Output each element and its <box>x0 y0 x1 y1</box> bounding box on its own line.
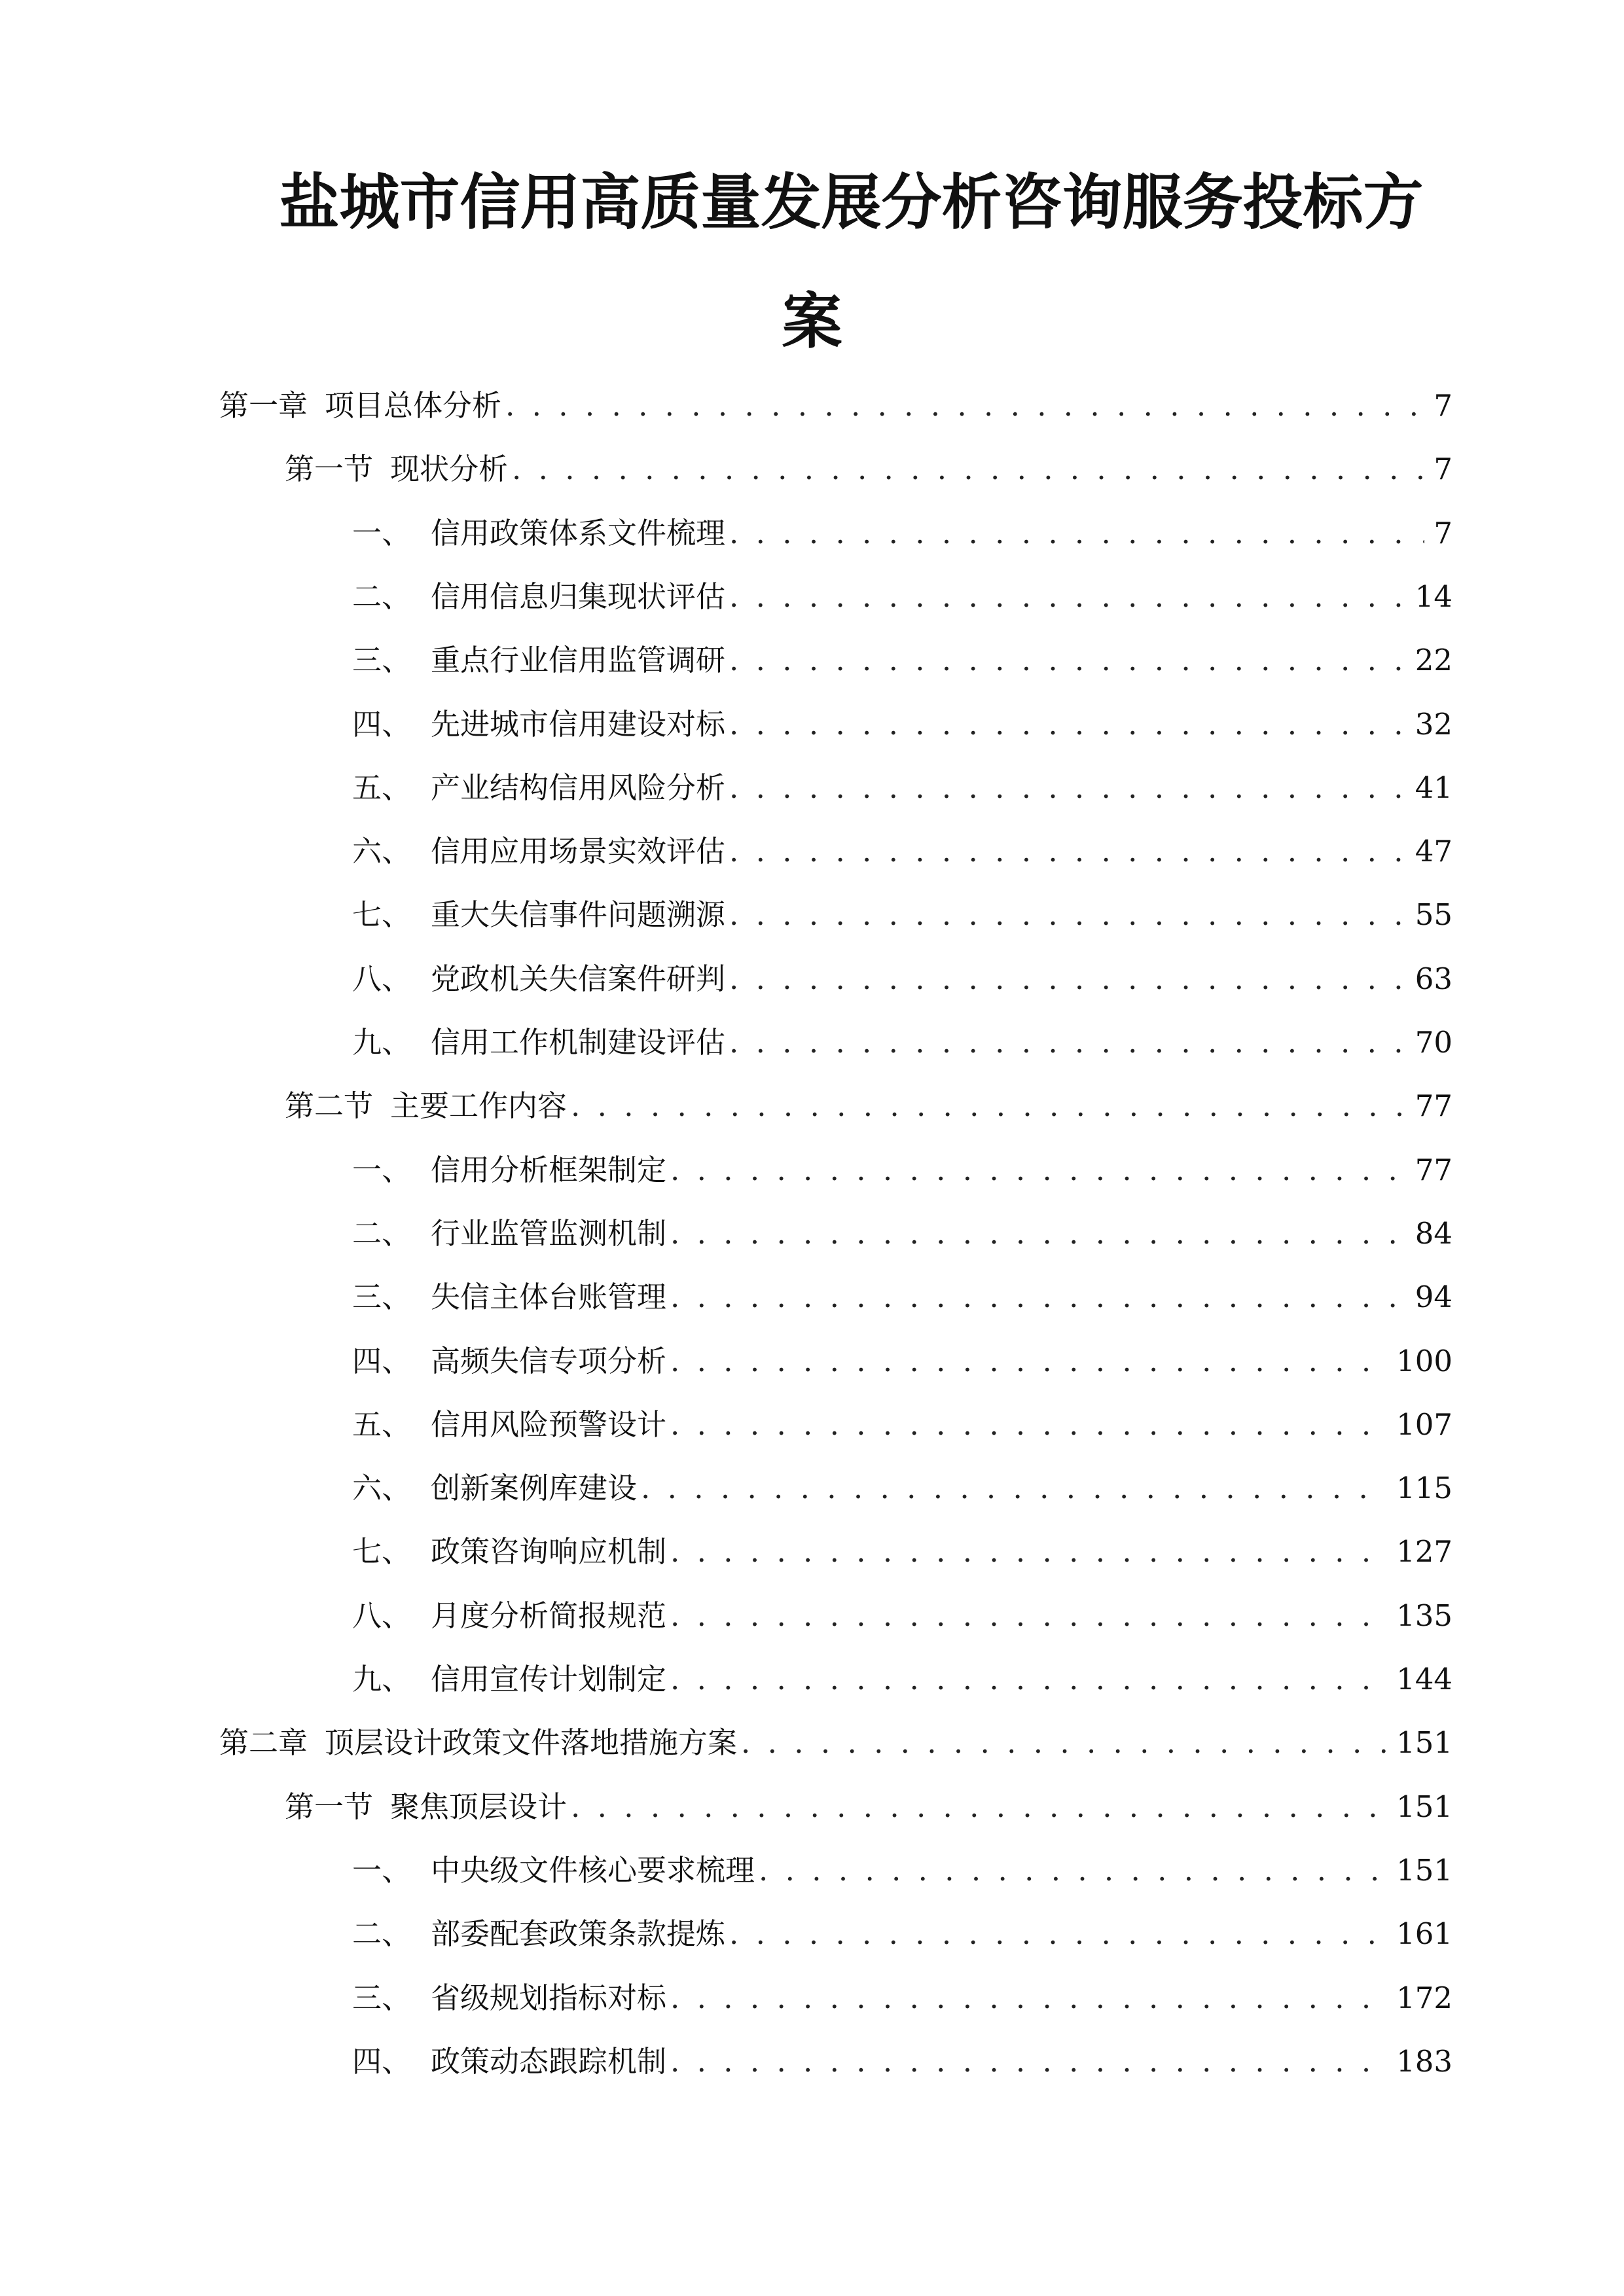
toc-entry[interactable] <box>219 380 1453 432</box>
toc-entry-page-number: 151 <box>1396 1789 1453 1824</box>
toc-entry-label: 项目总体分析 <box>325 388 502 423</box>
toc-entry-label: 信用政策体系文件梳理 <box>431 516 726 550</box>
toc-entry-number: 七、 <box>352 897 412 932</box>
toc-entry[interactable] <box>352 698 1453 751</box>
document-title-continued: 案 <box>782 287 842 357</box>
toc-entry-label: 失信主体台账管理 <box>431 1280 667 1314</box>
toc-dot-leader <box>729 825 1406 878</box>
toc-dot-leader <box>670 1590 1387 1642</box>
toc-entry-number: 三、 <box>352 1981 412 2015</box>
toc-entry[interactable] <box>352 1462 1453 1515</box>
toc-dot-leader <box>729 953 1406 1005</box>
toc-entry-label: 顶层设计政策文件落地措施方案 <box>325 1725 738 1760</box>
toc-entry-page-number: 77 <box>1415 1153 1453 1187</box>
toc-entry[interactable] <box>352 1590 1453 1642</box>
toc-entry-page-number: 151 <box>1396 1725 1453 1760</box>
toc-dot-leader <box>505 380 1424 432</box>
toc-entry[interactable] <box>352 953 1453 1005</box>
toc-entry-number: 二、 <box>352 1216 412 1251</box>
toc-dot-leader <box>729 889 1406 941</box>
toc-entry[interactable] <box>352 1908 1453 1960</box>
toc-entry-number: 二、 <box>352 579 412 614</box>
toc-entry-label: 月度分析简报规范 <box>431 1598 667 1633</box>
toc-dot-leader <box>729 762 1406 814</box>
toc-entry-number: 一、 <box>352 1853 412 1888</box>
toc-entry-number: 五、 <box>352 1407 412 1442</box>
toc-entry-label: 信用应用场景实效评估 <box>431 834 726 869</box>
toc-entry-label: 信用宣传计划制定 <box>431 1662 667 1696</box>
toc-dot-leader <box>759 1844 1387 1897</box>
toc-entry-page-number: 77 <box>1415 1088 1453 1123</box>
toc-entry-page-number: 47 <box>1415 834 1453 869</box>
toc-entry[interactable] <box>285 1781 1453 1833</box>
toc-entry-page-number: 7 <box>1434 388 1453 423</box>
toc-entry[interactable] <box>352 825 1453 878</box>
toc-entry-label: 重大失信事件问题溯源 <box>431 897 726 932</box>
toc-entry-page-number: 151 <box>1396 1853 1453 1888</box>
toc-entry[interactable] <box>352 1844 1453 1897</box>
toc-entry[interactable] <box>352 1271 1453 1323</box>
toc-entry-number: 四、 <box>352 2044 412 2079</box>
toc-entry[interactable] <box>352 507 1453 560</box>
toc-dot-leader <box>670 1526 1387 1578</box>
toc-entry-page-number: 84 <box>1415 1216 1453 1251</box>
toc-entry-page-number: 183 <box>1396 2044 1453 2079</box>
toc-entry-page-number: 100 <box>1396 1344 1453 1378</box>
toc-dot-leader <box>729 698 1406 751</box>
toc-dot-leader <box>670 1144 1406 1196</box>
toc-entry-page-number: 22 <box>1415 643 1453 677</box>
toc-entry-number: 九、 <box>352 1662 412 1696</box>
toc-entry-page-number: 144 <box>1396 1662 1453 1696</box>
toc-dot-leader <box>670 1335 1387 1388</box>
toc-entry[interactable] <box>352 2036 1453 2088</box>
toc-entry-number: 九、 <box>352 1025 412 1060</box>
toc-entry-label: 部委配套政策条款提炼 <box>431 1916 726 1951</box>
toc-entry-label: 省级规划指标对标 <box>431 1981 667 2015</box>
toc-entry-number: 第二节 <box>285 1088 374 1123</box>
toc-entry[interactable] <box>352 762 1453 814</box>
toc-entry[interactable] <box>285 443 1453 495</box>
toc-entry-page-number: 127 <box>1396 1534 1453 1569</box>
toc-entry-label: 先进城市信用建设对标 <box>431 707 726 742</box>
toc-dot-leader <box>571 1781 1387 1833</box>
toc-entry-label: 产业结构信用风险分析 <box>431 770 726 805</box>
toc-entry-number: 一、 <box>352 516 412 550</box>
toc-dot-leader <box>670 1972 1387 2024</box>
toc-dot-leader <box>571 1080 1406 1132</box>
toc-entry-label: 中央级文件核心要求梳理 <box>431 1853 755 1888</box>
toc-entry[interactable] <box>352 1972 1453 2024</box>
toc-entry-label: 政策咨询响应机制 <box>431 1534 667 1569</box>
toc-dot-leader <box>729 1908 1387 1960</box>
toc-entry-page-number: 14 <box>1415 579 1453 614</box>
toc-entry[interactable] <box>352 1653 1453 1706</box>
toc-entry-label: 信用风险预警设计 <box>431 1407 667 1442</box>
toc-entry[interactable] <box>352 634 1453 687</box>
document-title: 盐城市信用高质量发展分析咨询服务投标方 <box>279 168 1424 238</box>
toc-entry-label: 现状分析 <box>390 452 509 486</box>
toc-dot-leader <box>729 571 1406 623</box>
toc-dot-leader <box>512 443 1424 495</box>
toc-entry[interactable] <box>219 1717 1453 1769</box>
toc-dot-leader <box>670 1399 1387 1451</box>
toc-entry-label: 信用信息归集现状评估 <box>431 579 726 614</box>
toc-entry-number: 第一节 <box>285 1789 374 1824</box>
toc-entry-page-number: 63 <box>1415 961 1453 996</box>
toc-dot-leader <box>729 507 1424 560</box>
toc-entry-number: 第一章 <box>219 388 308 423</box>
toc-entry-label: 信用分析框架制定 <box>431 1153 667 1187</box>
toc-dot-leader <box>729 1016 1406 1069</box>
toc-dot-leader <box>729 634 1406 687</box>
toc-dot-leader <box>670 1208 1406 1260</box>
toc-entry-number: 八、 <box>352 961 412 996</box>
toc-entry[interactable] <box>352 1016 1453 1069</box>
toc-dot-leader <box>670 2036 1387 2088</box>
toc-entry-label: 党政机关失信案件研判 <box>431 961 726 996</box>
toc-entry-page-number: 7 <box>1434 516 1453 550</box>
toc-entry-number: 三、 <box>352 1280 412 1314</box>
toc-entry-page-number: 161 <box>1396 1916 1453 1951</box>
toc-entry[interactable] <box>352 571 1453 623</box>
toc-dot-leader <box>641 1462 1387 1515</box>
toc-entry[interactable] <box>285 1080 1453 1132</box>
toc-entry-number: 三、 <box>352 643 412 677</box>
toc-entry-label: 主要工作内容 <box>390 1088 568 1123</box>
toc-entry-label: 聚焦顶层设计 <box>390 1789 568 1824</box>
toc-entry-page-number: 70 <box>1415 1025 1453 1060</box>
toc-entry-number: 五、 <box>352 770 412 805</box>
toc-entry[interactable] <box>352 1144 1453 1196</box>
toc-entry-number: 四、 <box>352 707 412 742</box>
toc-entry-page-number: 135 <box>1396 1598 1453 1633</box>
toc-dot-leader <box>741 1717 1387 1769</box>
toc-dot-leader <box>670 1271 1406 1323</box>
toc-entry-page-number: 172 <box>1396 1981 1453 2015</box>
toc-entry-label: 信用工作机制建设评估 <box>431 1025 726 1060</box>
toc-entry-label: 创新案例库建设 <box>431 1471 638 1505</box>
toc-entry-page-number: 94 <box>1415 1280 1453 1314</box>
toc-dot-leader <box>670 1653 1387 1706</box>
toc-entry-page-number: 55 <box>1415 897 1453 932</box>
toc-entry-number: 六、 <box>352 1471 412 1505</box>
toc-entry-label: 重点行业信用监管调研 <box>431 643 726 677</box>
toc-entry-number: 四、 <box>352 1344 412 1378</box>
toc-entry[interactable] <box>352 1526 1453 1578</box>
toc-entry[interactable] <box>352 1399 1453 1451</box>
toc-entry-number: 七、 <box>352 1534 412 1569</box>
toc-entry-number: 第二章 <box>219 1725 308 1760</box>
toc-entry-page-number: 32 <box>1415 707 1453 742</box>
toc-entry-label: 政策动态跟踪机制 <box>431 2044 667 2079</box>
toc-entry[interactable] <box>352 1335 1453 1388</box>
toc-entry-label: 行业监管监测机制 <box>431 1216 667 1251</box>
toc-entry-page-number: 107 <box>1396 1407 1453 1442</box>
toc-entry-page-number: 7 <box>1434 452 1453 486</box>
toc-entry[interactable] <box>352 1208 1453 1260</box>
toc-entry-number: 二、 <box>352 1916 412 1951</box>
toc-entry-number: 六、 <box>352 834 412 869</box>
toc-entry-page-number: 115 <box>1396 1471 1453 1505</box>
toc-entry-number: 八、 <box>352 1598 412 1633</box>
toc-entry-number: 一、 <box>352 1153 412 1187</box>
toc-entry-number: 第一节 <box>285 452 374 486</box>
toc-entry-label: 高频失信专项分析 <box>431 1344 667 1378</box>
toc-entry[interactable] <box>352 889 1453 941</box>
toc-entry-page-number: 41 <box>1415 770 1453 805</box>
